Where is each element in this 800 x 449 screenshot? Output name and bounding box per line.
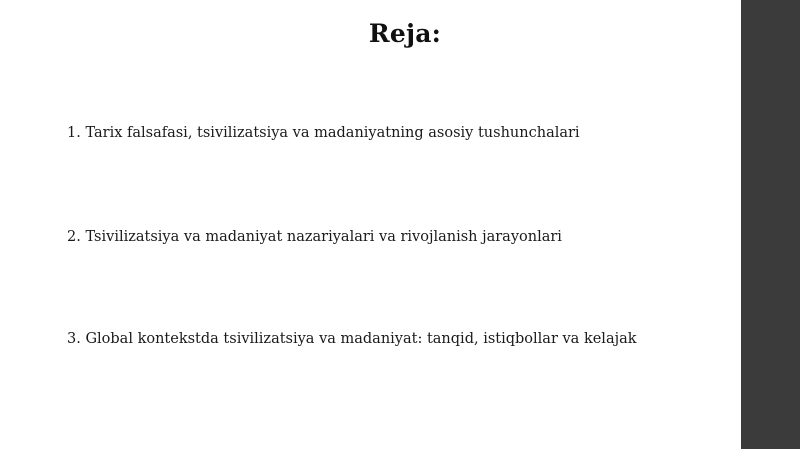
plan-item-2: 2. Tsivilizatsiya va madaniyat nazariyalari va rivojlanish jarayonlari (67, 229, 562, 245)
side-panel (741, 0, 800, 449)
plan-item-3: 3. Global kontekstda tsivilizatsiya va madaniyat: tanqid, istiqbollar va kelajak (67, 331, 637, 347)
plan-item-1: 1. Tarix falsafasi, tsivilizatsiya va madaniyatning asosiy tushunchalari (67, 125, 580, 141)
slide-title: Reja: (368, 19, 442, 48)
